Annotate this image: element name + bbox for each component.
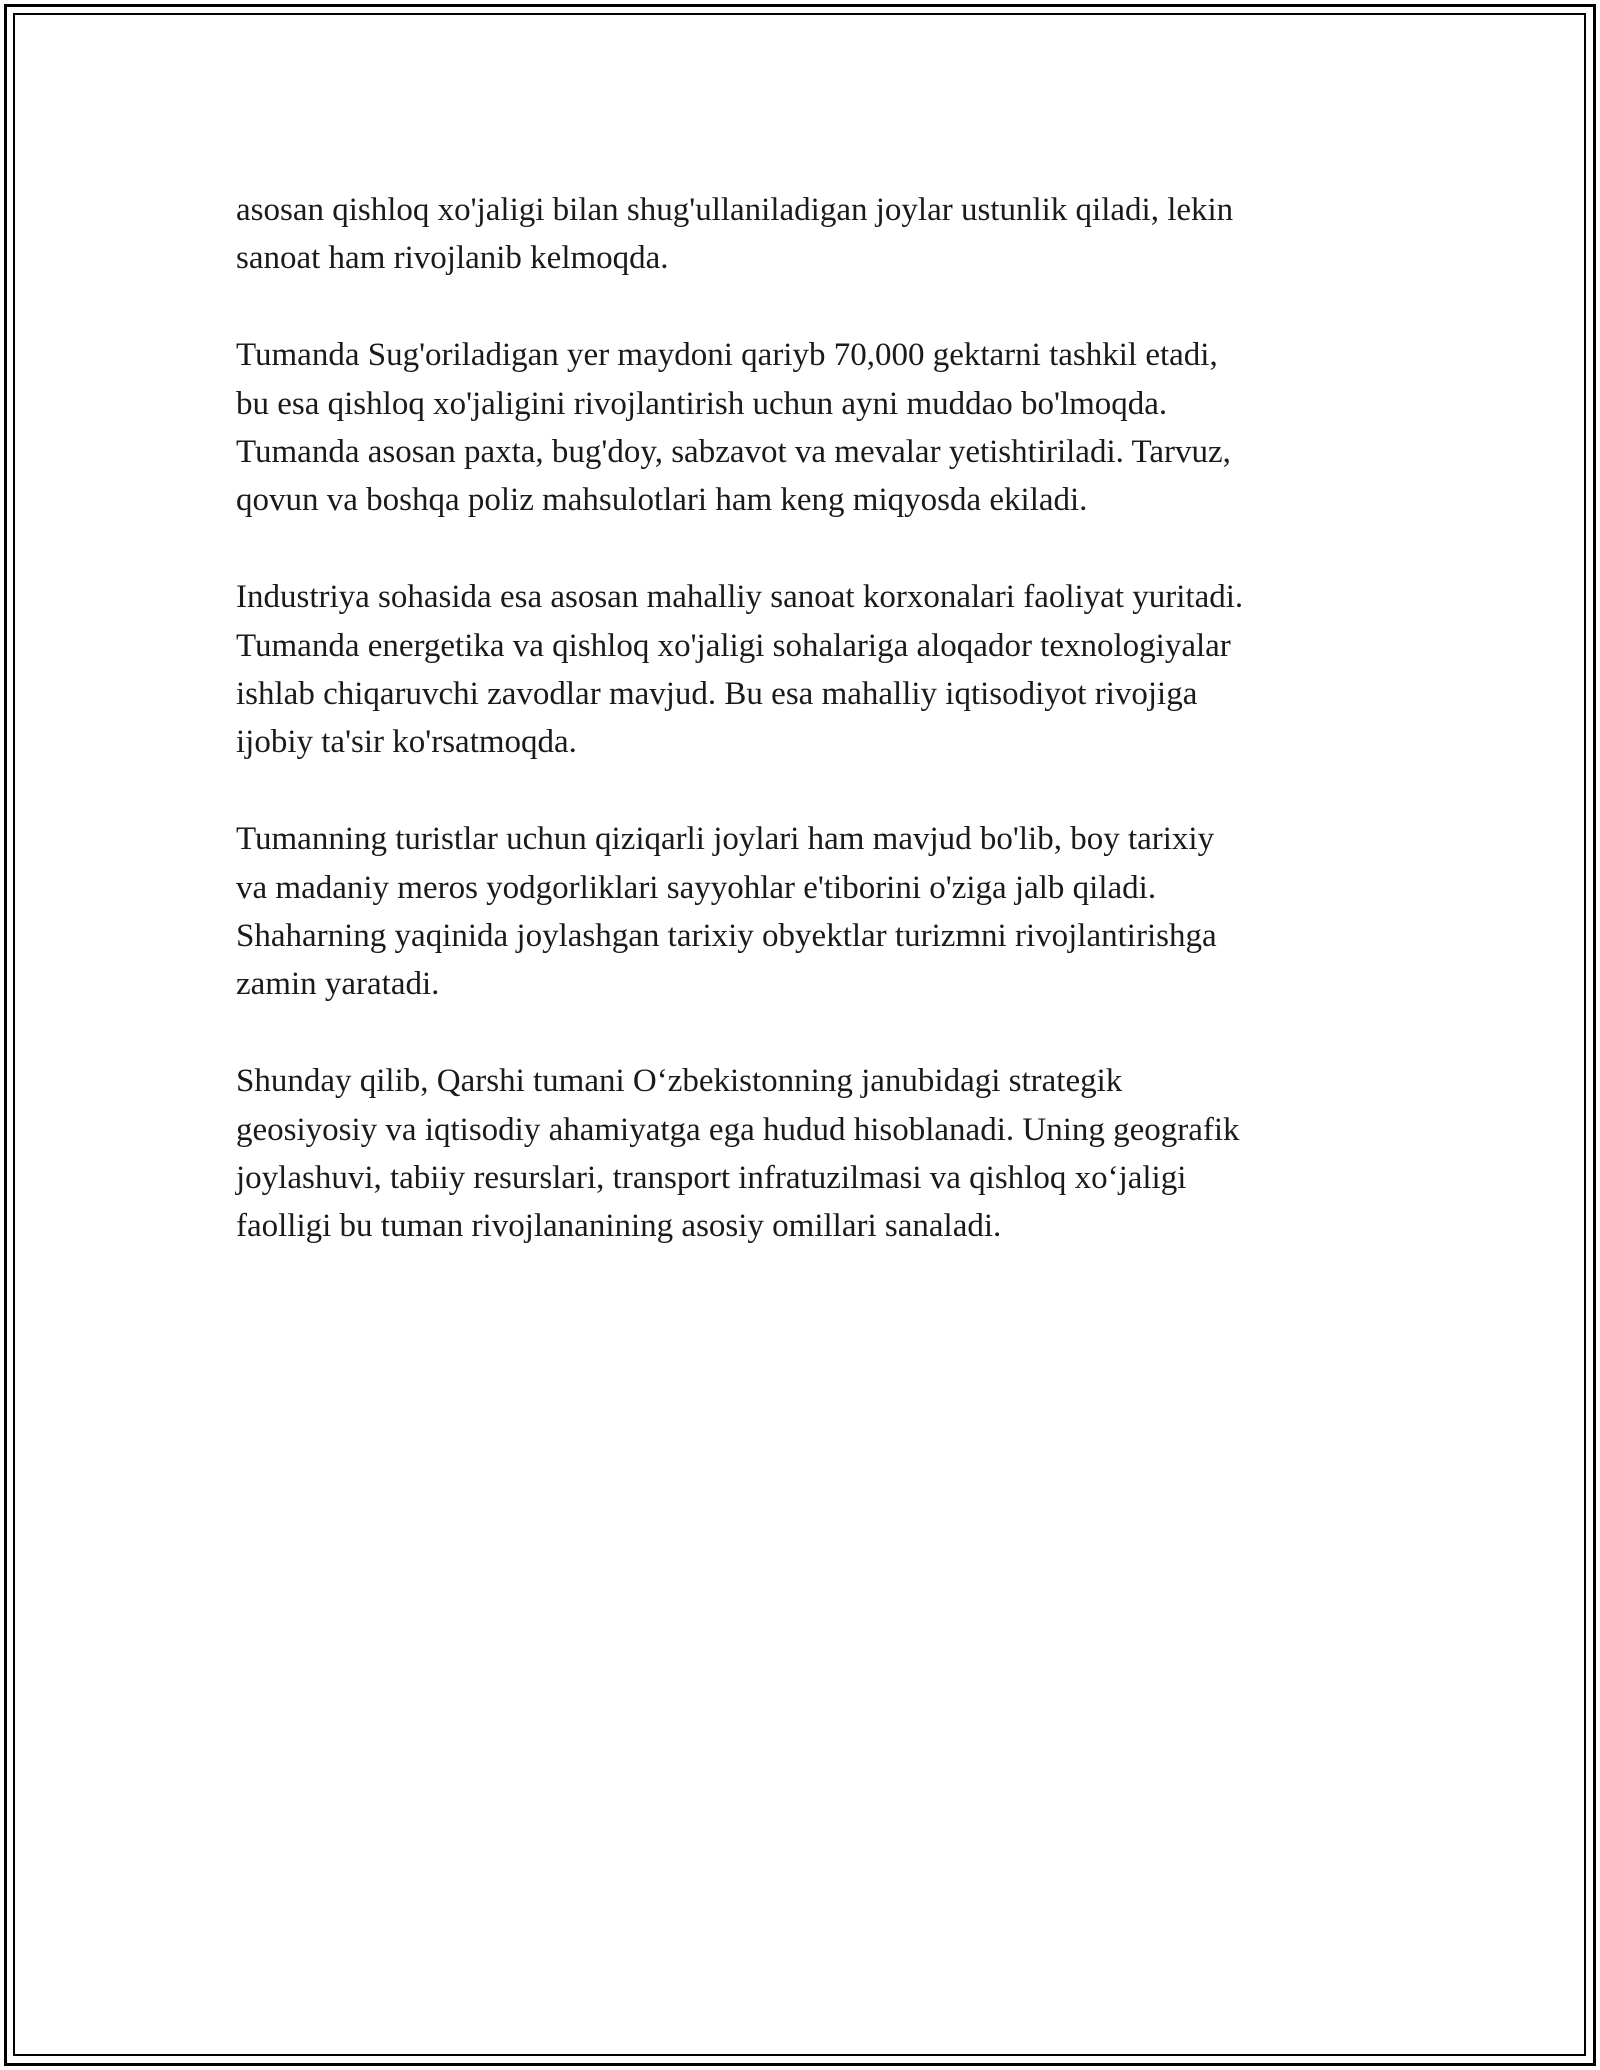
paragraph-irrigated-land: Tumanda Sug'oriladigan yer maydoni qariyb 70,000 gektarni tashkil etadi, bu esa qishloq xo'jaligini rivojlantirish uchun ayni muddao bo'lmoqda. Tumanda asosan paxta, bug'doy, sabzavot va mevalar yetishtiriladi. Tarvuz, qovun va boshqa poliz mahsulotlari ham keng miqyosda ekiladi. <box>236 337 1231 519</box>
document-body <box>236 186 1366 1299</box>
paragraph-industry: Industriya sohasida esa asosan mahalliy sanoat korxonalari faoliyat yuritadi. Tumanda energetika va qishloq xo'jaligi sohalariga aloqador texnologiyalar ishlab chiqaruvchi zavodlar mavjud. Bu esa mahalliy iqtisodiyot rivojiga ijobiy ta'sir ko'rsatmoqda. <box>236 579 1244 761</box>
paragraph-tourism: Tumanning turistlar uchun qiziqarli joylari ham mavjud bo'lib, boy tarixiy va madaniy meros yodgorliklari sayyohlar e'tiborini o'ziga jalb qiladi. Shaharning yaqinida joylashgan tarixiy obyektlar turizmni rivojlantirishga zamin yaratadi. <box>236 821 1217 1003</box>
paragraph-conclusion: Shunday qilib, Qarshi tumani O‘zbekistonning janubidagi strategik geosiyosiy va iqtisodiy ahamiyatga ega hudud hisoblanadi. Uning geografik joylashuvi, tabiiy resurslari, transport infratuzilmasi va qishloq xo‘jaligi faolligi bu tuman rivojlananining asosiy omillari sanaladi. <box>236 1063 1240 1245</box>
paragraph-agriculture-intro: asosan qishloq xo'jaligi bilan shug'ullaniladigan joylar ustunlik qiladi, lekin sanoat ham rivojlanib kelmoqda. <box>236 192 1234 277</box>
